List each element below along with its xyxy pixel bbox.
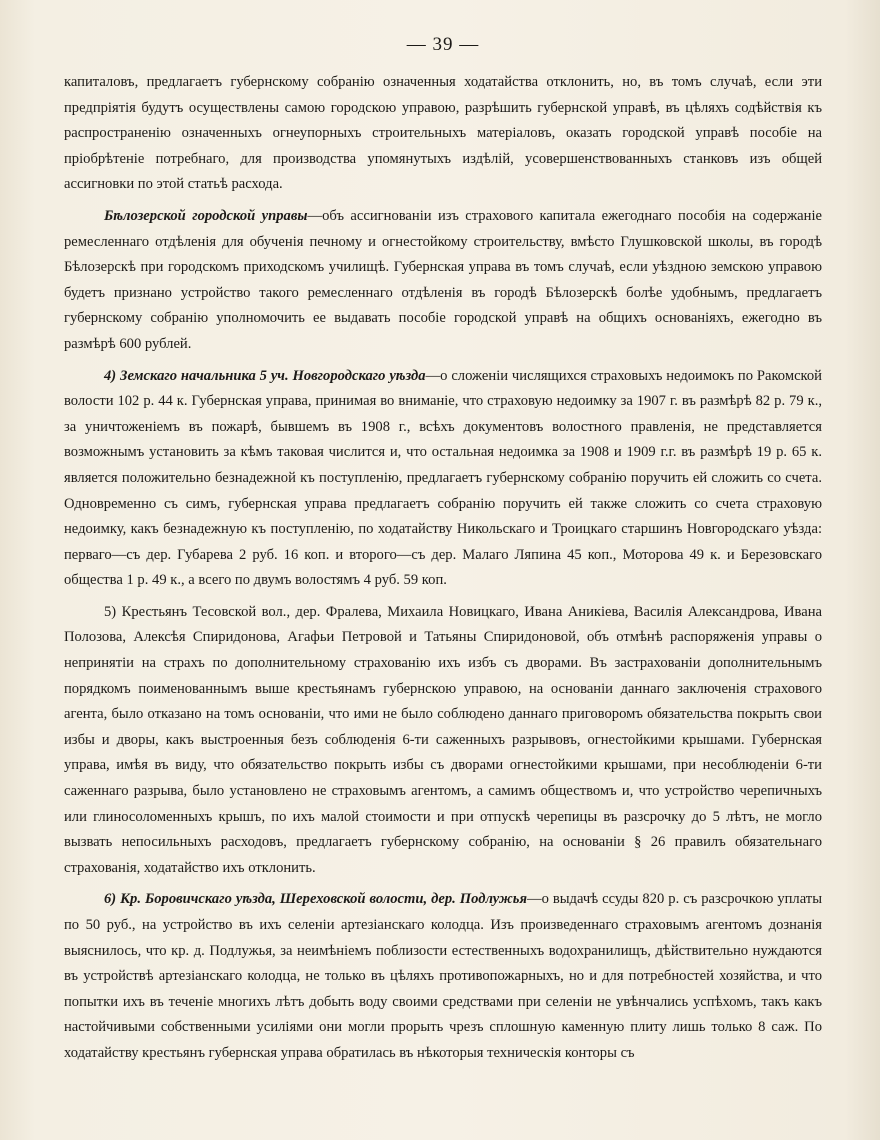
paragraph-4 [64, 600, 822, 882]
paragraph-text: —о сложеніи числящихся страховыхъ недоимокъ по Ракомской волости 102 р. 44 к. Губернская управа, принимая во вниманіе, что страховую недоимку за 1907 г. въ размѣрѣ 82 р. 79 к., за уничтоженіемъ въ пожарѣ, бывшемъ въ 1908 г., всѣхъ документовъ волостного правленія, не представляется возможнымъ установить за кѣмъ таковая числится и, что остальная недоимка за 1908 и 1909 г.г. въ размѣрѣ 19 р. 65 к. является положительно безнадежной къ поступленію, предлагаетъ губернскому собранію поручить ей сложить со счета. Одновременно съ симъ, губернская управа предлагаетъ собранію поручить ей также сложить со счета страховую недоимку, какъ безнадежную къ поступленію, по ходатайству Никольскаго и Троицкаго старшинъ Новгородскаго уѣзда: перваго—съ дер. Губарева 2 руб. 16 коп. и второго—съ дер. Малаго Ляпина 45 коп., Моторова 49 к. и Березовскаго общества 1 р. 49 к., а всего по двумъ волостямъ 4 руб. 59 коп. [64, 367, 822, 589]
paragraph-text: —о выдачѣ ссуды 820 р. съ разсрочкою уплаты по 50 руб., на устройство въ ихъ селеніи артезіанскаго колодца. Изъ произведеннаго страховымъ агентомъ дознанія выяснилось, что кр. д. Подлужья, за неимѣніемъ поблизости естественныхъ водохранилищъ, дѣйствительно нуждаются въ устройствѣ артезіанскаго колодца, не только въ цѣляхъ противопожарныхъ, но и для потребностей хозяйства, и что попытки ихъ въ теченіе многихъ лѣтъ добыть воду своими средствами при селеніи не увѣнчались успѣхомъ, такъ какъ настойчивыми собственными усиліями они могли прорыть чрезъ сплошную каменную плиту лишь только 8 саж. По ходатайству крестьянъ губернская управа обратилась въ нѣкоторыя техническія конторы съ [64, 891, 822, 1061]
page-number: — 39 — [406, 34, 480, 55]
paragraph-2 [64, 204, 822, 358]
paragraph-text: —объ ассигнованіи изъ страхового капитала ежегоднаго пособія на содержаніе ремесленнаго отдѣленія для обученія печному и огнестойкому строительству, вмѣсто Глушковской школы, въ городѣ Бѣлозерскѣ при городскомъ приходскомъ училищѣ. Губернская управа въ томъ случаѣ, если уѣздною земскою управою будетъ признано устройство такого ремесленнаго отдѣленія въ городѣ Бѣлозерскѣ болѣе удобнымъ, предлагаетъ губернскому собранію уполномочить ее выдавать пособіе городской управѣ на общихъ основаніяхъ, ежегодно въ размѣрѣ 600 рублей. [64, 207, 822, 352]
paragraph-text: 5) Крестьянъ Тесовской вол., дер. Фралева, Михаила Новицкаго, Ивана Аникіева, Василія Александрова, Ивана Полозова, Алексѣя Спиридонова, Агафьи Петровой и Татьяны Спиридоновой, объ отмѣнѣ распоряженія управы о непринятіи на страхъ по дополнительному страхованію ихъ избъ съ дворами. Въ застрахованіи дополнительнымъ порядкомъ поименованнымъ выше крестьянамъ губернскою управою, на основаніи даннаго заключенія страхового агента, было отказано на томъ основаніи, что ими не было соблюдено даннаго приговоромъ обязательства покрыть свои избы и дворы, какъ выстроенныя безъ соблюденія 6-ти саженныхъ разрывовъ, огнестойкими крышами. Губернская управа, имѣя въ виду, что обязательство покрыть избы съ дворами огнестойкими крышами, при несоблюденіи 6-ти саженнаго разрыва, было установлено не страховымъ агентомъ, а самимъ обществомъ и, что устройство черепичныхъ или глиносоломенныхъ крышъ, по ихъ малой стоимости и при отпускѣ черепицы въ разсрочку до 5 лѣтъ, не могло вызвать непосильныхъ расходовъ, предлагаетъ губернскому собранію, на основаніи § 26 правилъ обязательнаго страхованія, ходатайство ихъ отклонить. [64, 603, 822, 876]
paragraph-1 [64, 70, 822, 198]
paragraph-text: капиталовъ, предлагаетъ губернскому собранію означенныя ходатайства отклонить, но, въ томъ случаѣ, если эти предпріятія будутъ осуществлены самою городскою управою, разрѣшить губернской управѣ, въ цѣляхъ содѣйствія къ распространенію означенныхъ огнеупорныхъ строительныхъ матеріаловъ, оказать городской управѣ пособіе на пріобрѣтеніе потребнаго, для производства упомянутыхъ издѣлій, усовершенствованныхъ станковъ изъ общей ассигновки по этой статьѣ расхода. [64, 74, 822, 193]
paragraph-5 [64, 887, 822, 1066]
paragraph-lead: 4) Земскаго начальника 5 уч. Новгородскаго уѣзда [104, 367, 426, 384]
paragraph-3 [64, 364, 822, 594]
paragraph-lead: Бѣлозерской городской управы [104, 207, 308, 224]
paragraph-lead: 6) Кр. Боровичскаго уѣзда, Шереховской волости, дер. Подлужья [104, 891, 527, 908]
